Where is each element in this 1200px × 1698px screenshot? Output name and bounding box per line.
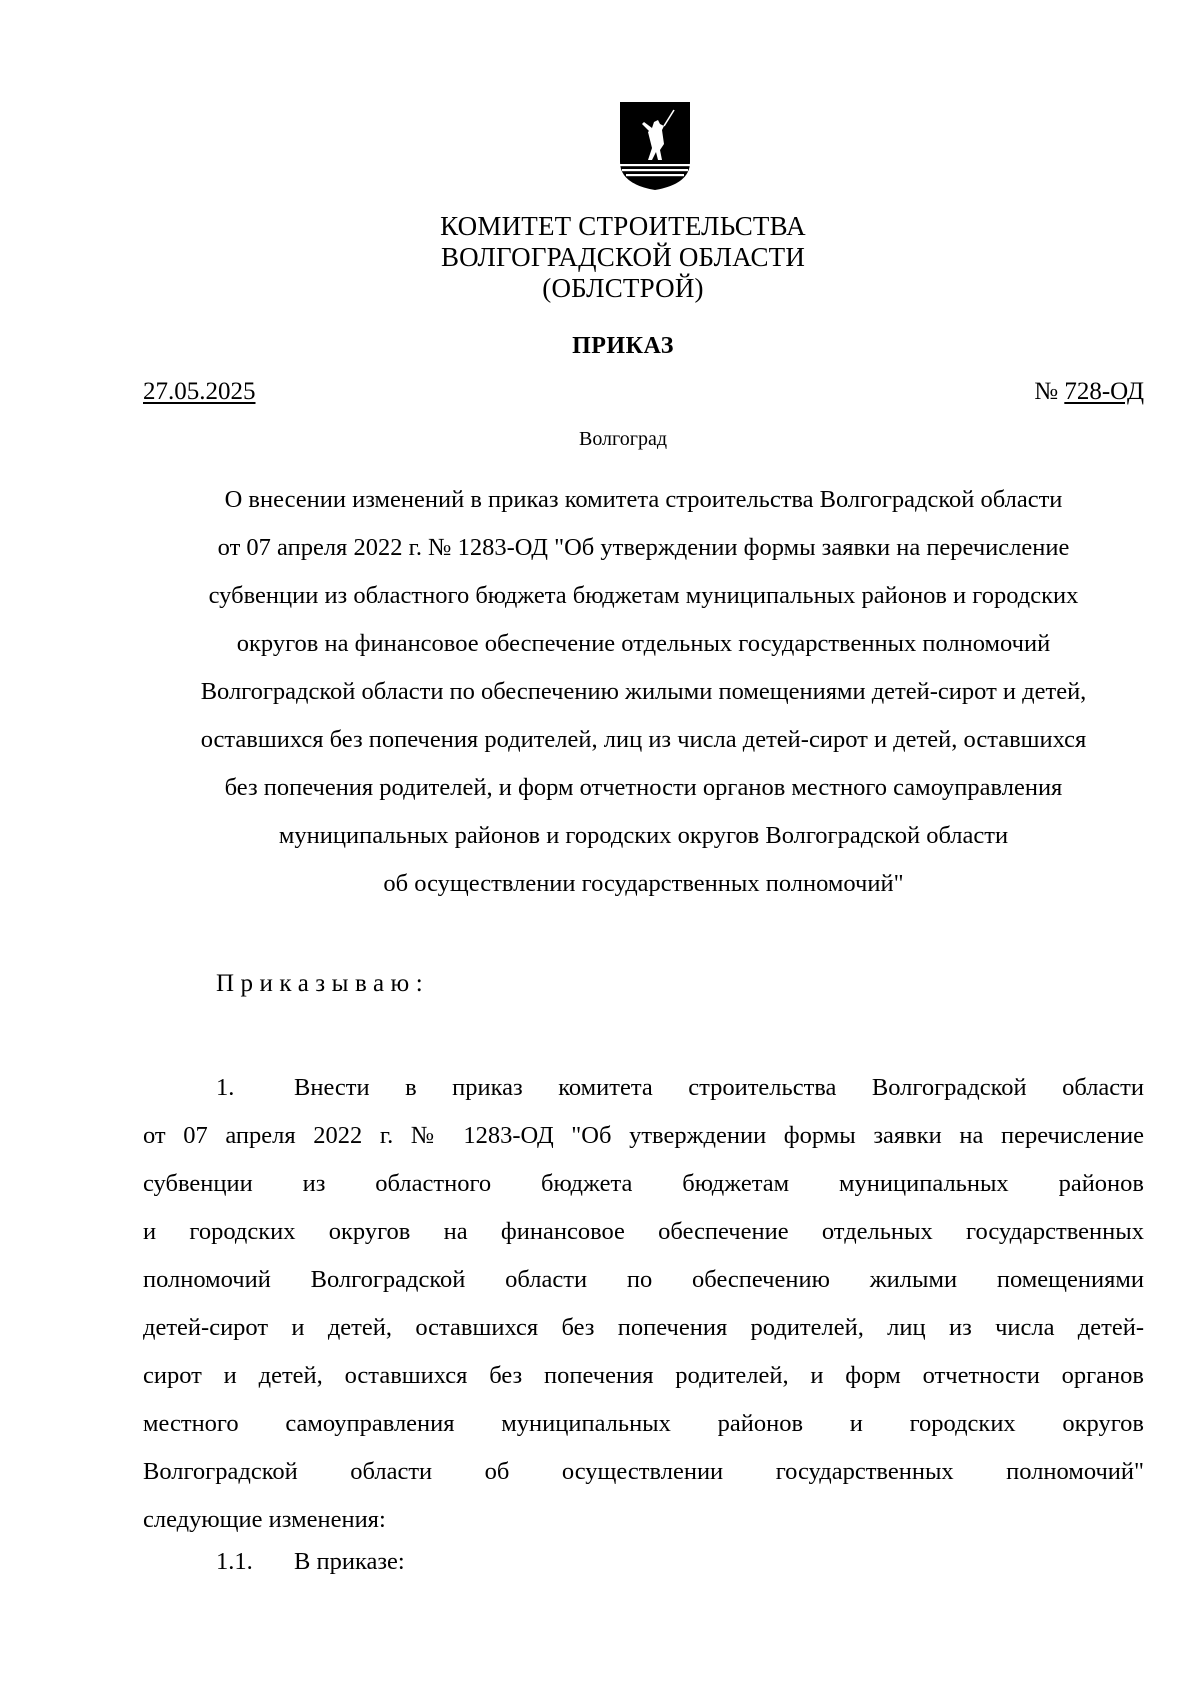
document-title [143, 476, 1144, 908]
paragraph-1 [143, 1064, 1144, 1544]
paragraph-text: В приказе: [294, 1548, 405, 1575]
paragraph-line: следующие изменения: [143, 1506, 386, 1533]
number-prefix: № [1034, 378, 1059, 405]
document-number [1034, 378, 1144, 406]
paragraph-line: детей-сирот и детей, оставшихся без попечения родителей, лиц из числа детей- [143, 1314, 1144, 1341]
org-name-line-3: (ОБЛСТРОЙ) [542, 273, 704, 303]
title-line: муниципальных районов и городских округов Волгоградской области [278, 822, 1009, 849]
paragraph-line: от 07 апреля 2022 г. № 1283-ОД "Об утверждении формы заявки на перечисление [143, 1122, 1144, 1149]
document-date: 27.05.2025 [143, 378, 256, 405]
title-line: об осуществлении государственных полномочий" [383, 870, 904, 897]
paragraph-1-1 [216, 1548, 405, 1576]
paragraph-line: местного самоуправления муниципальных районов и городских округов [143, 1410, 1144, 1437]
paragraph-line: сирот и детей, оставшихся без попечения родителей, и форм отчетности органов [143, 1362, 1144, 1389]
paragraph-number: 1. [216, 1074, 235, 1101]
title-line: округов на финансовое обеспечение отдельных государственных полномочий [236, 630, 1051, 657]
volgograd-region-coat-of-arms-icon [618, 100, 692, 192]
paragraph-line: Волгоградской области об осуществлении государственных полномочий" [143, 1458, 1144, 1485]
paragraph-line: субвенции из областного бюджета бюджетам муниципальных районов [143, 1170, 1144, 1197]
title-line: субвенции из областного бюджета бюджетам муниципальных районов и городских [208, 582, 1079, 609]
document-type-heading: ПРИКАЗ [572, 333, 674, 359]
title-line: от 07 апреля 2022 г. № 1283-ОД "Об утверждении формы заявки на перечисление [217, 534, 1070, 561]
org-name-line-2: ВОЛГОГРАДСКОЙ ОБЛАСТИ [440, 242, 806, 272]
number-value: 728-ОД [1064, 378, 1144, 405]
paragraph-line: и городских округов на финансовое обеспечение отдельных государственных [143, 1218, 1144, 1245]
title-line: оставшихся без попечения родителей, лиц из числа детей-сирот и детей, оставшихся [200, 726, 1087, 753]
document-city: Волгоград [578, 428, 668, 450]
paragraph-number: 1.1. [216, 1548, 253, 1575]
title-line: О внесении изменений в приказ комитета строительства Волгоградской области [224, 486, 1063, 513]
org-name-line-1: КОМИТЕТ СТРОИТЕЛЬСТВА [440, 211, 806, 241]
paragraph-line [143, 1064, 1144, 1112]
paragraph-line-text: Внести в приказ комитета строительства Волгоградской области [294, 1074, 1144, 1101]
title-line: без попечения родителей, и форм отчетности органов местного самоуправления [224, 774, 1063, 801]
title-line: Волгоградской области по обеспечению жилыми помещениями детей-сирот и детей, [200, 678, 1087, 705]
paragraph-line: полномочий Волгоградской области по обеспечению жилыми помещениями [143, 1266, 1144, 1293]
order-word: Приказываю: [216, 970, 430, 997]
